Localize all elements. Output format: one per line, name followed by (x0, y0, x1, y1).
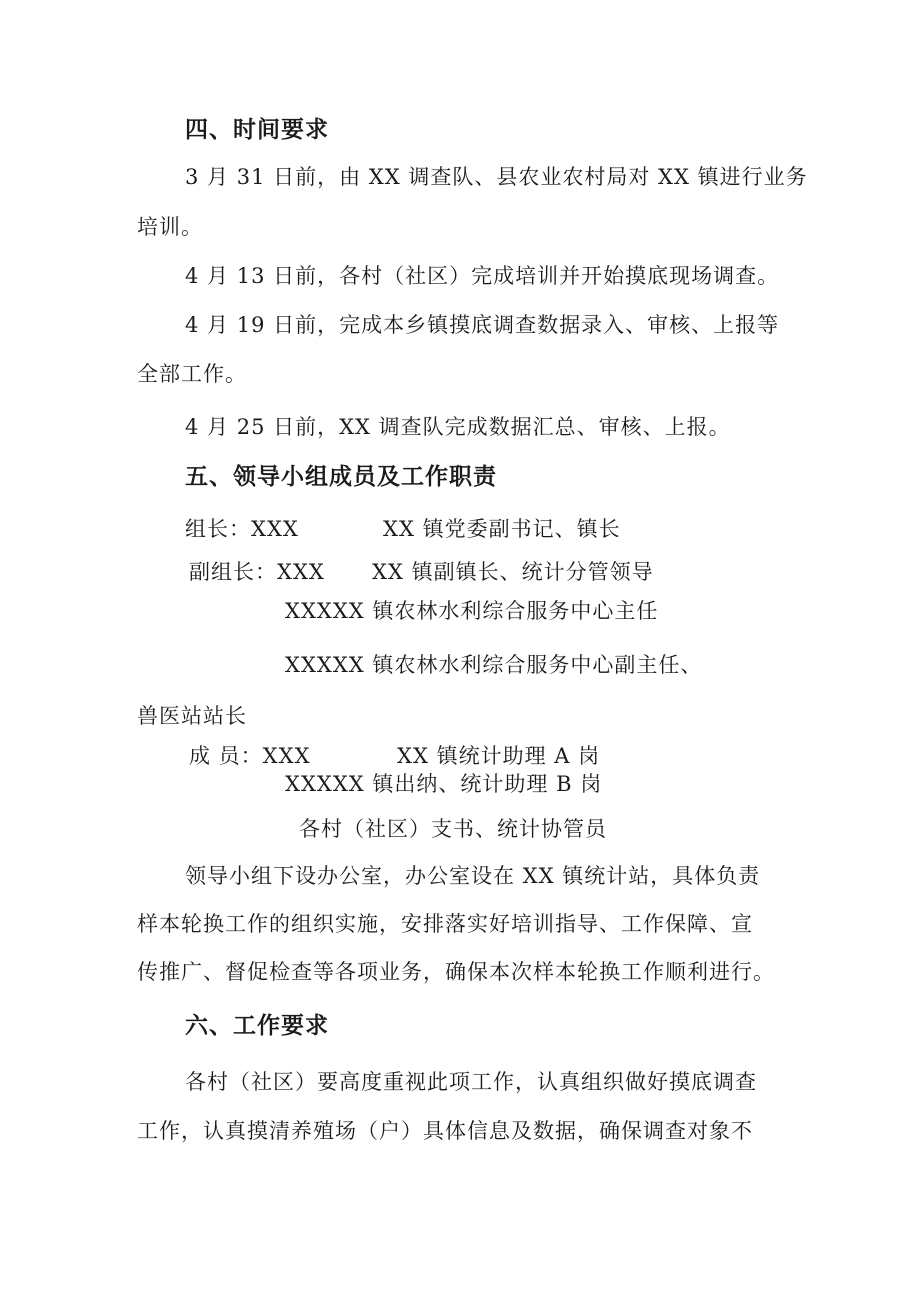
member-3: 各村（社区）支书、统计协管员 (299, 817, 607, 841)
deputy-3-line-1: XXXXX 镇农林水利综合服务中心副主任、 (285, 653, 703, 677)
requirements-line-2: 工作，认真摸清养殖场（户）具体信息及数据，确保调查对象不 (137, 1119, 753, 1143)
deputy-2: XXXXX 镇农林水利综合服务中心主任 (285, 599, 659, 623)
section-5-heading: 五、领导小组成员及工作职责 (185, 464, 497, 490)
member-role: XX 镇统计助理 A 岗 (397, 744, 601, 768)
leader-label: 组长：XXX (185, 517, 299, 541)
schedule-item-1-line-2: 培训。 (137, 215, 203, 239)
office-paragraph-line-1: 领导小组下设办公室，办公室设在 XX 镇统计站，具体负责 (185, 864, 761, 888)
member-2: XXXXX 镇出纳、统计助理 B 岗 (285, 772, 603, 796)
schedule-item-2: 4 月 13 日前，各村（社区）完成培训并开始摸底现场调查。 (185, 264, 780, 288)
deputy-3-line-2: 兽医站站长 (137, 704, 247, 728)
schedule-item-1-line-1: 3 月 31 日前，由 XX 调查队、县农业农村局对 XX 镇进行业务 (185, 165, 808, 189)
section-6-heading: 六、工作要求 (185, 1013, 329, 1039)
schedule-item-3-line-2: 全部工作。 (137, 362, 247, 386)
requirements-line-1: 各村（社区）要高度重视此项工作，认真组织做好摸底调查 (185, 1070, 757, 1094)
section-4-heading: 四、时间要求 (185, 117, 329, 143)
schedule-item-4: 4 月 25 日前，XX 调查队完成数据汇总、审核、上报。 (185, 415, 731, 439)
deputy-role: XX 镇副镇长、统计分管领导 (372, 560, 654, 584)
deputy-label: 副组长：XXX (189, 560, 325, 584)
member-label: 成 员：XXX (189, 744, 311, 768)
office-paragraph-line-2: 样本轮换工作的组织实施，安排落实好培训指导、工作保障、宣 (137, 912, 753, 936)
schedule-item-3-line-1: 4 月 19 日前，完成本乡镇摸底调查数据录入、审核、上报等 (185, 313, 780, 337)
office-paragraph-line-3: 传推广、督促检查等各项业务，确保本次样本轮换工作顺利进行。 (137, 960, 775, 984)
leader-role: XX 镇党委副书记、镇长 (383, 517, 621, 541)
